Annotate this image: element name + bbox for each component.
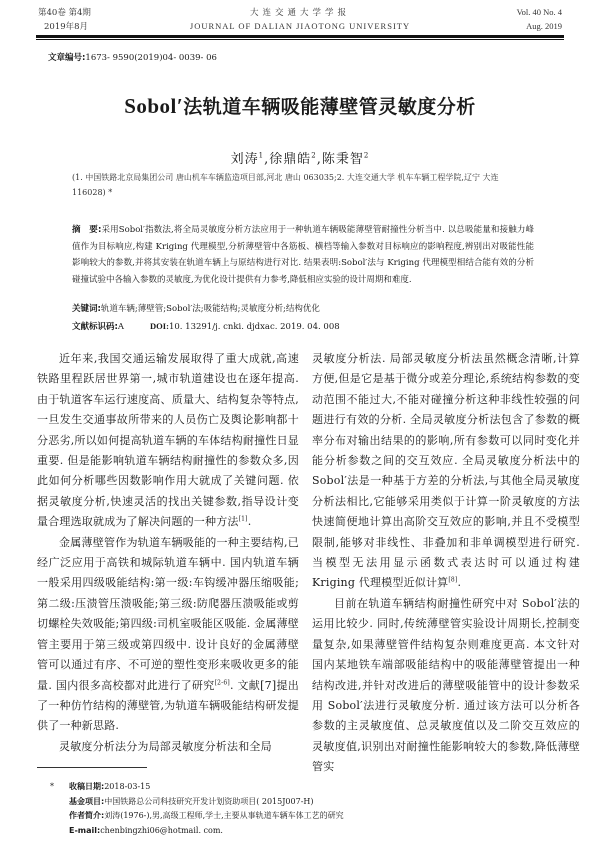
paragraph-text: 目前在轨道车辆结构耐撞性研究中对 Sobol′法的运用比较少. 同时,传统薄壁管实验设计周期长,控制变量复杂,如果薄壁管件结构复杂则难度更高. 本文针对国内某地铁车端部吸能结构中的吸能薄壁管提出一种结构改进,并针对改进后的薄壁吸能管中的设计参数采用 Sobol′法进行灵敏度分析. 通过该方法可以分析各参数的主灵敏度值、总灵敏度值以及二阶交互效应的灵敏度值,识别出对耐撞性能影响较大的参数,降低薄壁管实 — [312, 596, 580, 774]
fund-label: 基金项目: — [69, 796, 105, 806]
paper-title-latin: Sobol′ — [124, 94, 184, 118]
paragraph-text: 近年来,我国交通运输发展取得了重大成就,高速铁路里程跃居世界第一,城市轨道建设也在逐年提高. 由于轨道客车运行速度高、质量大、结构复杂等特点,一旦发生交通事故所带来的人员伤亡及舆论影响都十分恶劣,所以如何提高轨道车辆的车体结构耐撞性日显重要. 但是能影响轨道车辆结构耐撞性的参数众多,因此如何分析哪些因数影响作用大就成了关键问题. 依据灵敏度分析,快速灵活的找出关键参数,指导设计变量合理选取就成为了解决问题的一种方法 — [37, 352, 299, 529]
received-label: 收稿日期: — [69, 782, 105, 791]
email-label: E-mail: — [69, 825, 101, 835]
volume-issue-cn: 第40卷 第4期 — [38, 8, 91, 18]
author-bio-value: 刘涛(1976-),男,高级工程师,学士,主要从事轨道车辆车体工艺的研究 — [104, 811, 344, 820]
doc-code-label: 文献标识码: — [72, 322, 118, 332]
footnotes — [50, 780, 560, 838]
author-name: 陈秉智 — [321, 152, 364, 167]
author-bio-label: 作者简介: — [69, 811, 105, 820]
paragraph — [37, 533, 299, 737]
running-head — [38, 5, 562, 35]
footnote-fund — [50, 795, 560, 810]
body-column-right — [312, 349, 580, 778]
citation-ref[interactable]: [2-6] — [214, 678, 230, 686]
footnote-star: * — [50, 782, 54, 791]
volume-issue-en: Vol. 40 No. 4 — [516, 7, 562, 17]
keywords-text: 轨道车辆;薄壁管;Sobol′法;吸能结构;灵敏度分析;结构优化 — [100, 304, 320, 314]
affiliations: (1. 中国铁路北京局集团公司 唐山机车车辆监造项目部,河北 唐山 063035;2. 大连交通大学 机车车辆工程学院,辽宁 大连 116028) * — [72, 173, 499, 197]
footnote-rule — [37, 767, 147, 768]
paragraph-end: . — [247, 515, 252, 529]
author-name: 刘涛 — [230, 152, 259, 167]
author-separator: , — [316, 152, 322, 167]
paper-title-cn: 法轨道车辆吸能薄壁管灵敏度分析 — [183, 96, 476, 118]
author-affiliation-mark: 1 — [258, 151, 265, 160]
footnote-email — [50, 824, 560, 839]
keywords-label: 关键词: — [72, 304, 101, 314]
document-identifiers — [72, 318, 534, 335]
doc-code-value: A — [117, 322, 125, 332]
abstract — [72, 222, 534, 288]
date-en: Aug. 2019 — [526, 21, 562, 31]
paragraph — [312, 349, 580, 594]
received-value: 2018-03-15 — [104, 782, 151, 791]
paragraph-text: 灵敏度分析法分为局部灵敏度分析法和全局 — [59, 739, 272, 753]
paragraph — [37, 349, 299, 533]
footnote-received — [50, 780, 560, 795]
article-number-value: 1673- 9590(2019)04- 0039- 06 — [85, 53, 217, 63]
paragraph-end: . — [457, 576, 462, 590]
author-name: 徐鼎皓 — [269, 152, 312, 167]
author-affiliation-mark: 2 — [363, 151, 370, 160]
doi-value[interactable]: 10. 13291/j. cnki. djdxac. 2019. 04. 008 — [168, 322, 340, 332]
paragraph-text: 灵敏度分析法. 局部灵敏度分析法虽然概念清晰,计算方便,但是它是基于微分或差分理论,系统结构参数的变动范围不能过大,不能对碰撞分析这种非线性较强的问题进行有效的分析. 全局灵敏度分析法包含了参数的概率分布对输出结果的的影响,所有参数可以同时变化并能分析参数之间的交互效应. 全局灵敏度分析法中的 Sobol′法是一种基于方差的分析法,与其他全局灵敏度分析法相比,它能够采用类似于计算一阶灵敏度的方法快速简便地计算出高阶交互效应的影响,并且不受模型限制,能够对非线性、非叠加和非单调模型进行研究. 当模型无法用显示函数式表达时可以通过构建 Kriging 代理模型近似计算 — [312, 352, 580, 590]
article-number — [48, 51, 217, 63]
paragraph-text: . 文献[7]提出了一种仿竹结构的薄壁管,为轨道车辆吸能结构研发提供了一种新思路. — [37, 678, 299, 733]
date-cn: 2019年8月 — [44, 22, 89, 32]
keywords — [72, 301, 534, 317]
body-column-left — [37, 349, 299, 757]
citation-ref[interactable]: [8] — [448, 576, 458, 584]
journal-title-cn: 大连交通大学学报 — [249, 8, 350, 18]
paragraph — [312, 594, 580, 778]
doi-label: DOI: — [150, 321, 169, 331]
fund-value: 中国铁路总公司科技研究开发计划资助项目( 2015J007-H) — [104, 796, 314, 806]
author-list — [0, 148, 600, 167]
article-number-label: 文章编号: — [48, 53, 86, 63]
journal-title-en: JOURNAL OF DALIAN JIAOTONG UNIVERSITY — [189, 21, 411, 31]
paper-title — [0, 92, 600, 119]
author-affiliation-mark: 2 — [311, 151, 317, 160]
paragraph — [37, 737, 299, 757]
abstract-text: 采用Sobol′指数法,将全局灵敏度分析方法应用于一种轨道车辆吸能薄壁管耐撞性分析当中. 以总吸能量和接触力峰值作为目标响应,构建 Kriging 代理模型,分析薄壁管中各筋板、横档等输入参数对目标响应的影响程度,辨别出对吸能性能影响较大的参数,并将其安装在轨道车辆上与原结构进行对比. 结果表明:Sobol′法与 Kriging 代理模型相结合能有效的分析碰撞试验中各输入参数的灵敏度,为优化设计提供有力参考,降低相应实验的设计周期和难度. — [72, 225, 534, 285]
footnote-author — [50, 809, 560, 824]
header-rule-thick — [36, 35, 564, 38]
citation-ref[interactable]: [1] — [238, 515, 248, 523]
header-rule-thin — [36, 39, 564, 40]
author-separator: , — [264, 152, 270, 167]
paragraph-text: 金属薄壁管作为轨道车辆吸能的一种主要结构,已经广泛应用于高铁和城际轨道车辆中. 国内轨道车辆一般采用四级吸能结构:第一级:车钩缓冲器压缩吸能;第二级:压溃管压溃吸能;第三级:防爬器压溃吸能或剪切螺栓失效吸能;第四级:司机室吸能区吸能. 金属薄壁管主要用于第三级或第四级中. 设计良好的金属薄壁管可以通过有序、不可逆的塑性变形来吸收更多的能量. 国内很多高校都对此进行了研究 — [37, 535, 299, 692]
email-value[interactable]: chenbingzhi06@hotmail. com. — [100, 825, 223, 835]
abstract-label: 摘 要: — [72, 225, 102, 235]
